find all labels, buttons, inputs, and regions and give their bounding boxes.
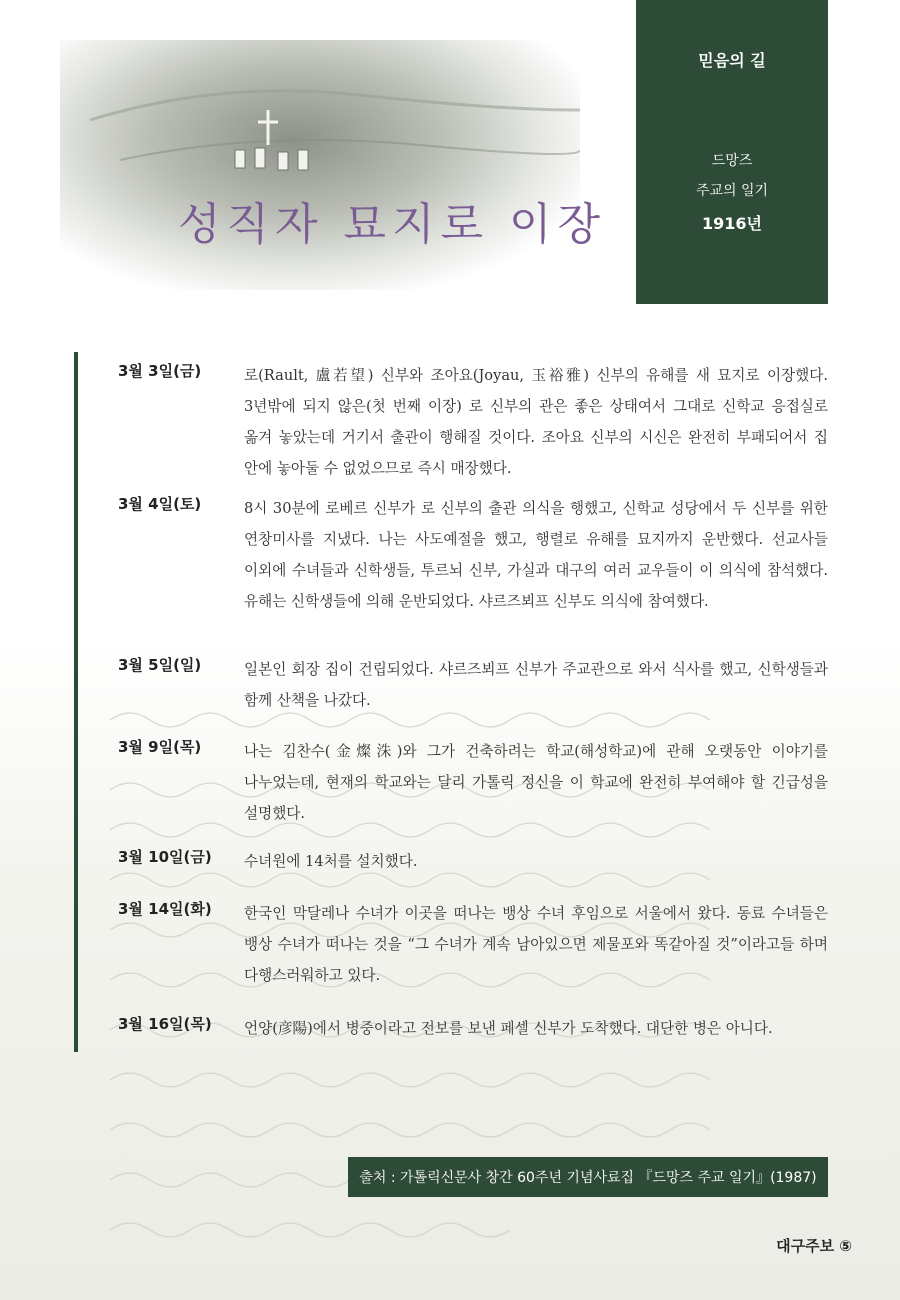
series-label: 믿음의 길 <box>698 51 766 70</box>
entry-date: 3월 3일(금) <box>118 362 202 380</box>
content-accent-bar <box>74 352 78 1052</box>
entry-text: 수녀원에 14처를 설치했다. <box>244 853 418 870</box>
entry-date: 3월 4일(토) <box>118 495 202 513</box>
entry-text: 일본인 회장 집이 건립되었다. 샤르즈뵈프 신부가 주교관으로 와서 식사를 했고, 신학생들과 함께 산책을 나갔다. <box>244 661 828 709</box>
page-title: 성직자 묘지로 이장 <box>178 199 607 250</box>
entry-date: 3월 14일(화) <box>118 900 212 918</box>
entry-text: 로(Rault, 盧若望) 신부와 조아요(Joyau, 玉裕雅) 신부의 유해를 새 묘지로 이장했다. 3년밖에 되지 않은(첫 번째 이장) 로 신부의 관은 좋은 상태여서 그대로 신학교 응접실로 옮겨 놓았는데 거기서 출관이 행해질 것이다. 조아요 신부의 시신은 완전히 부패되어서 집 안에 놓아둘 수 없었으므로 즉시 매장했다. <box>244 367 828 477</box>
entry-text: 한국인 막달레나 수녀가 이곳을 떠나는 뱅상 수녀 후임으로 서울에서 왔다. 동료 수녀들은 뱅상 수녀가 떠나는 것을 “그 수녀가 계속 남아있으면 제물포와 똑같아질 것”이라고들 하며 다행스러워하고 있다. <box>244 905 828 984</box>
source-citation: 출처 : 가톨릭신문사 창간 60주년 기념사료집 『드망즈 주교 일기』(1987) <box>348 1157 828 1197</box>
entry-date: 3월 16일(목) <box>118 1015 212 1033</box>
entry-date: 3월 5일(일) <box>118 656 202 674</box>
publication-footer: 대구주보 ⑤ <box>776 1237 852 1255</box>
series-box <box>636 0 828 304</box>
subtitle-line1: 드망즈 <box>711 153 753 169</box>
year-label: 1916년 <box>702 214 762 233</box>
entry-date: 3월 9일(목) <box>118 738 202 756</box>
entry-text: 언양(彦陽)에서 병중이라고 전보를 보낸 페셀 신부가 도착했다. 대단한 병은 아니다. <box>244 1020 773 1037</box>
subtitle-line2: 주교의 일기 <box>695 183 769 199</box>
entry-text: 8시 30분에 로베르 신부가 로 신부의 출관 의식을 행했고, 신학교 성당에서 두 신부를 위한 연창미사를 지냈다. 나는 사도예절을 했고, 행렬로 유해를 묘지까지 운반했다. 선교사들 이외에 수녀들과 신학생들, 투르뇌 신부, 가실과 대구의 여러 교우들이 이 의식에 참석했다. 유해는 신학생들에 의해 운반되었다. 샤르즈뵈프 신부도 의식에 참여했다. <box>244 500 828 610</box>
cemetery-photo-detail <box>60 40 580 290</box>
entry-text: 나는 김찬수(金燦洙)와 그가 건축하려는 학교(해성학교)에 관해 오랫동안 이야기를 나누었는데, 현재의 학교와는 달리 가톨릭 정신을 이 학교에 완전히 부여해야 할 긴급성을 설명했다. <box>244 743 828 822</box>
entry-date: 3월 10일(금) <box>118 848 212 866</box>
